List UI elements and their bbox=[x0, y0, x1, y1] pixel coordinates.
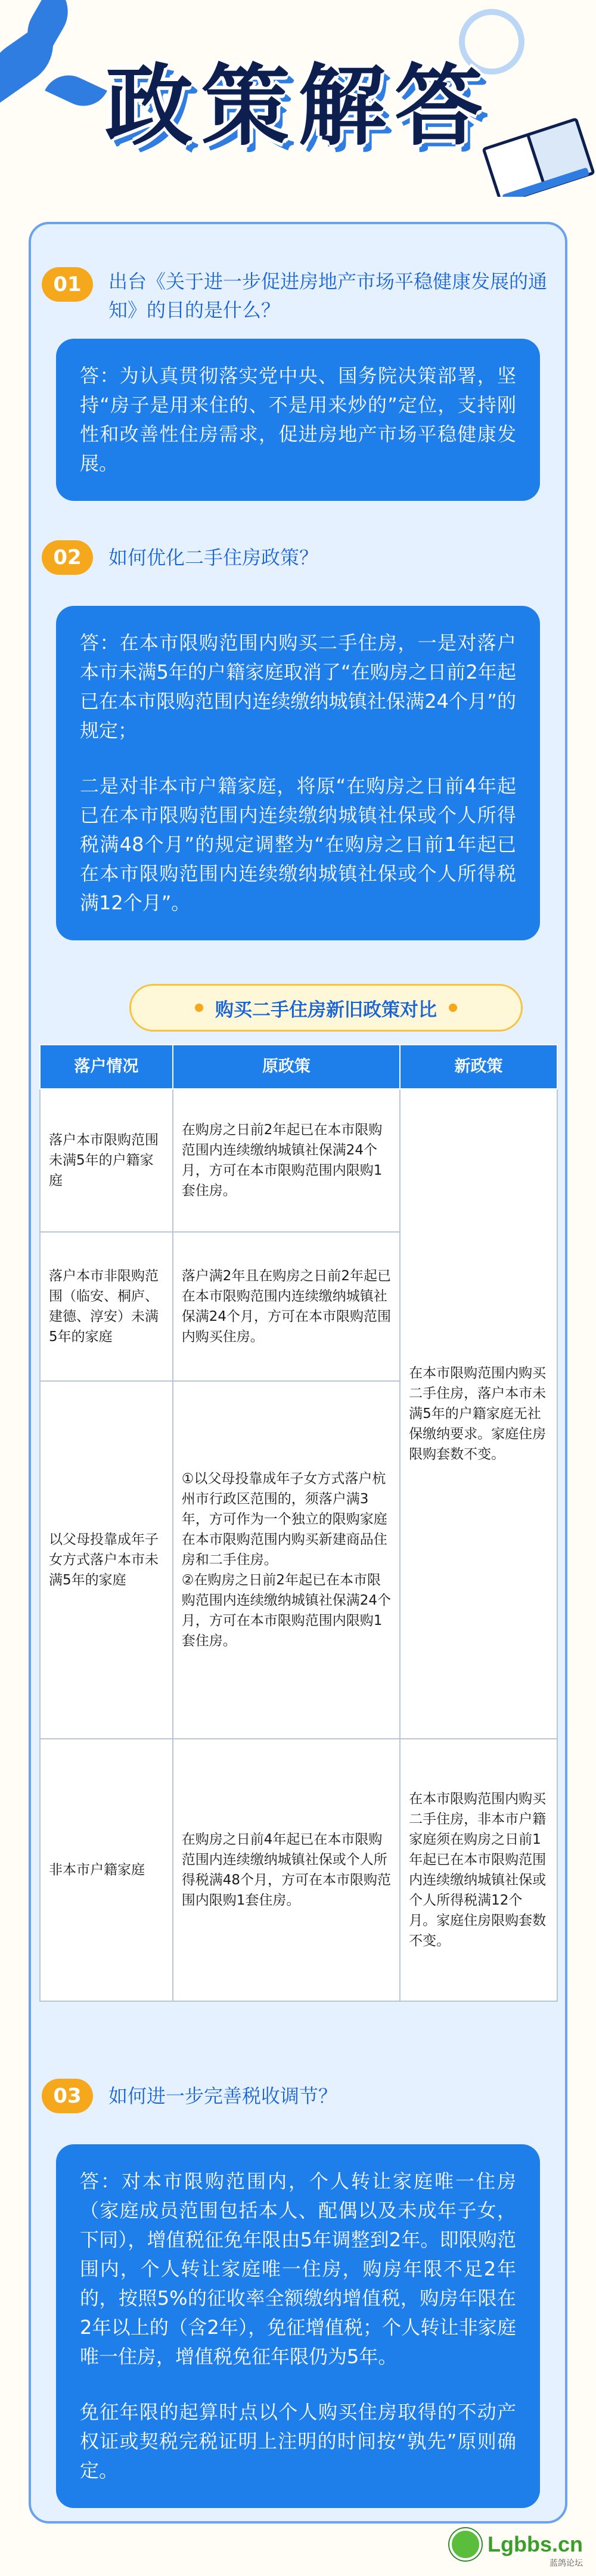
answer-text: 二是对非本市户籍家庭，将原“在购房之日前4年起已在本市限购范围内连续缴纳城镇社保或个人所得税满48个月”的规定调整为“在购房之日前1年起已在本市限购范围内连续缴纳城镇社保或个人所得税满12个月”。 bbox=[80, 775, 516, 914]
old-policy-cell: ①以父母投靠成年子女方式落户杭州市行政区范围的，须落户满3年，方可作为一个独立的限购家庭在本市限购范围内购买新建商品住房和二手住房。 ②在购房之日前2年起已在本市限购范围内连续缴纳城镇社保满24个月，方可在本市限购范围内限购1套住房。 bbox=[173, 1381, 400, 1739]
watermark-text: Lgbbs.cn bbox=[488, 2532, 583, 2556]
answer-text: 免征年限的起算时点以个人购买住房取得的不动产权证或契税完税证明上注明的时间按“孰先”原则确定。 bbox=[80, 2401, 516, 2482]
old-policy-cell: 在购房之日前2年起已在本市限购范围内连续缴纳城镇社保满24个月，方可在本市限购范围内限购1套住房。 bbox=[173, 1089, 400, 1232]
column-header: 新政策 bbox=[400, 1045, 557, 1089]
old-policy-cell: 落户满2年且在购房之日前2年起已在本市限购范围内连续缴纳城镇社保满24个月，方可在本市限购范围内购买住房。 bbox=[173, 1232, 400, 1381]
question-number-badge: 01 bbox=[42, 267, 93, 302]
watermark bbox=[449, 2528, 583, 2568]
situation-cell: 以父母投靠成年子女方式落户本市未满5年的家庭 bbox=[40, 1381, 173, 1739]
answer-2 bbox=[56, 606, 540, 940]
question-text: 如何进一步完善税收调节？ bbox=[108, 2085, 338, 2107]
bullet-dot bbox=[195, 1004, 203, 1012]
question-3 bbox=[42, 2079, 560, 2113]
table-header-row bbox=[40, 1045, 557, 1089]
answer-1 bbox=[56, 339, 540, 501]
new-policy-cell: 在本市限购范围内购买二手住房，非本市户籍家庭须在购房之日前1年起已在本市限购范围内连续缴纳城镇社保或个人所得税满12个月。家庭住房限购套数不变。 bbox=[400, 1739, 557, 2001]
table-row bbox=[40, 1739, 557, 2001]
banner-title: 购买二手住房新旧政策对比 bbox=[215, 999, 437, 1021]
bullet-dot bbox=[449, 1004, 457, 1012]
situation-cell: 落户本市非限购范围（临安、桐庐、建德、淳安）未满5年的家庭 bbox=[40, 1232, 173, 1381]
column-header: 原政策 bbox=[173, 1045, 400, 1089]
globe-icon bbox=[449, 2528, 482, 2560]
watermark-subtext: 蓝鸽论坛 bbox=[550, 2559, 583, 2568]
qa-card bbox=[29, 222, 567, 2524]
old-policy-cell: 在购房之日前4年起已在本市限购范围内连续缴纳城镇社保或个人所得税满48个月，方可在本市限购范围内限购1套住房。 bbox=[173, 1739, 400, 2001]
answer-text: 答：为认真贯彻落实党中央、国务院决策部署，坚持“房子是用来住的、不是用来炒的”定位，支持刚性和改善性住房需求，促进房地产市场平稳健康发展。 bbox=[80, 364, 516, 475]
situation-cell: 落户本市限购范围未满5年的户籍家庭 bbox=[40, 1089, 173, 1232]
answer-text: 答：在本市限购范围内购买二手住房，一是对落户本市未满5年的户籍家庭取消了“在购房之日前2年起已在本市限购范围内连续缴纳城镇社保满24个月”的规定； bbox=[80, 631, 516, 742]
comparison-banner bbox=[129, 984, 523, 1032]
answer-text: 答：对本市限购范围内，个人转让家庭唯一住房（家庭成员范围包括本人、配偶以及未成年子女，下同），增值税征免年限由5年调整到2年。即限购范围内，个人转让家庭唯一住房，购房年限不足2年的，按照5%的征收率全额缴纳增值税，购房年限在2年以上的（含2年），免征增值税；个人转让非家庭唯一住房，增值税免征年限仍为5年。 bbox=[80, 2170, 516, 2368]
situation-cell: 非本市户籍家庭 bbox=[40, 1739, 173, 2001]
question-number-badge: 03 bbox=[42, 2079, 93, 2113]
column-header: 落户情况 bbox=[40, 1045, 173, 1089]
policy-comparison-table bbox=[39, 1044, 558, 2002]
header bbox=[0, 0, 596, 197]
question-text: 如何优化二手住房政策？ bbox=[108, 546, 319, 569]
page-title: 政策解答 bbox=[105, 55, 491, 157]
answer-3 bbox=[56, 2144, 540, 2508]
table-row bbox=[40, 1089, 557, 1232]
question-number-badge: 02 bbox=[42, 540, 93, 575]
question-2 bbox=[42, 540, 560, 575]
question-1 bbox=[42, 267, 560, 324]
new-policy-cell: 在本市限购范围内购买二手住房，落户本市未满5年的户籍家庭无社保缴纳要求。家庭住房限购套数不变。 bbox=[400, 1089, 557, 1739]
question-text: 出台《关于进一步促进房地产市场平稳健康发展的通知》的目的是什么？ bbox=[108, 270, 548, 321]
